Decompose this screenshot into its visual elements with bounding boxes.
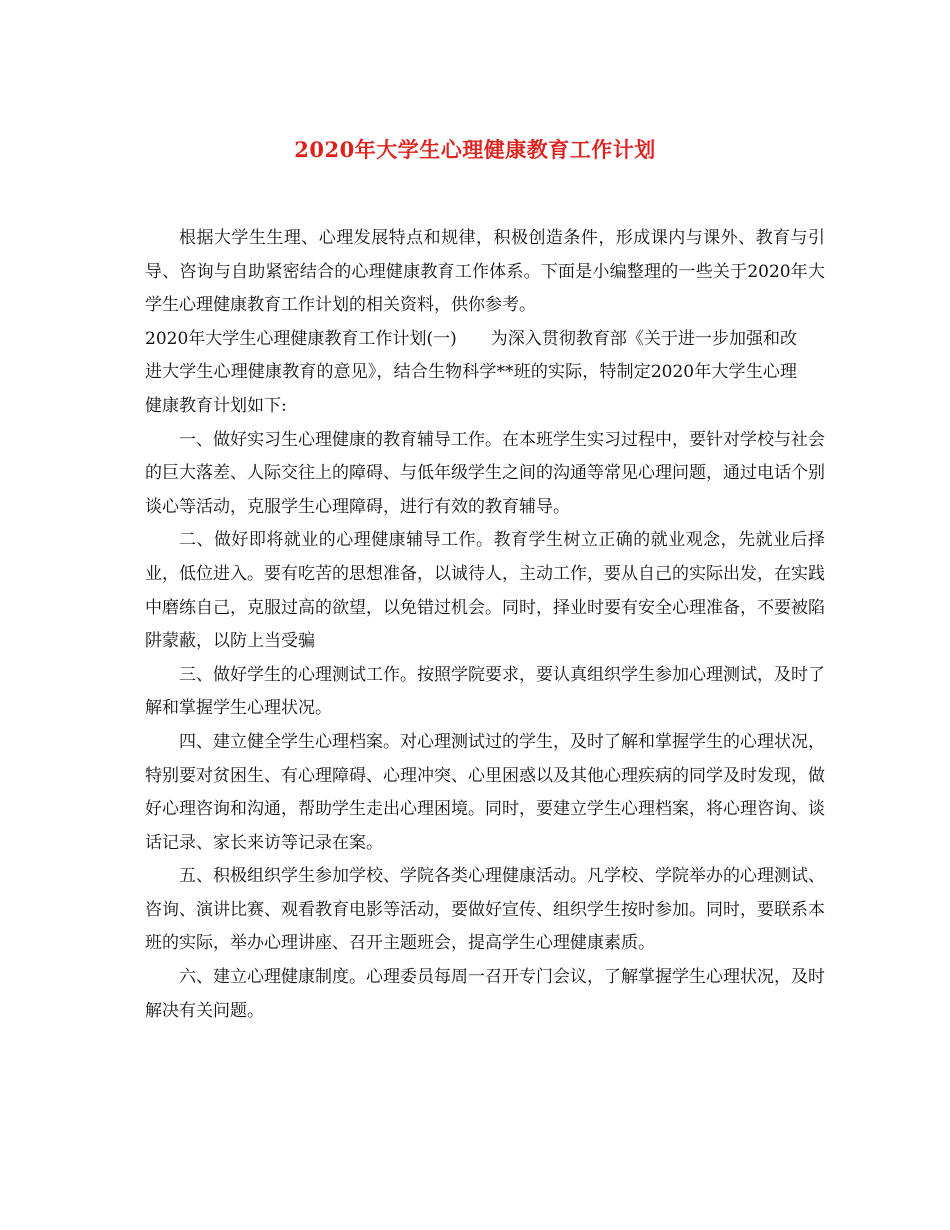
document-title: 2020年大学生心理健康教育工作计划 bbox=[294, 137, 656, 162]
paragraph-intro: 根据大学生生理、心理发展特点和规律，积极创造条件，形成课内与课外、教育与引导、咨询与自助紧密结合的心理健康教育工作体系。下面是小编整理的一些关于2020年大学生心理健康教育工作计划的相关资料，供你参考。 bbox=[145, 228, 825, 316]
paragraph-item-5: 五、积极组织学生参加学校、学院各类心理健康活动。凡学校、学院举办的心理测试、咨询、演讲比赛、观看教育电影等活动，要做好宣传、组织学生按时参加。同时，要联系本班的实际，举办心理讲座、召开主题班会，提高学生心理健康素质。 bbox=[145, 866, 825, 954]
paragraph-item-2: 二、做好即将就业的心理健康辅导工作。教育学生树立正确的就业观念，先就业后择业，低位进入。要有吃苦的思想准备，以诚待人，主动工作，要从自己的实际出发，在实践中磨练自己，克服过高的欲望，以免错过机会。同时，择业时要有安全心理准备，不要被陷阱蒙蔽，以防上当受骗 bbox=[145, 530, 825, 652]
paragraph-item-3: 三、做好学生的心理测试工作。按照学院要求，要认真组织学生参加心理测试，及时了解和掌握学生心理状况。 bbox=[145, 664, 825, 719]
paragraph-item-1: 一、做好实习生心理健康的教育辅导工作。在本班学生实习过程中，要针对学校与社会的巨大落差、人际交往上的障碍、与低年级学生之间的沟通等常见心理问题，通过电话个别谈心等活动，克服学生心理障碍，进行有效的教育辅导。 bbox=[145, 429, 825, 517]
paragraph-item-4: 四、建立健全学生心理档案。对心理测试过的学生，及时了解和掌握学生的心理状况，特别要对贫困生、有心理障碍、心理冲突、心里困惑以及其他心理疾病的同学及时发现，做好心理咨询和沟通，帮助学生走出心理困境。同时，要建立学生心理档案，将心理咨询、谈话记录、家长来访等记录在案。 bbox=[145, 731, 825, 853]
document-body bbox=[145, 222, 825, 1028]
paragraph-item-6: 六、建立心理健康制度。心理委员每周一召开专门会议，了解掌握学生心理状况，及时解决有关问题。 bbox=[145, 967, 825, 1021]
paragraph-plan-heading: 2020年大学生心理健康教育工作计划(一) 为深入贯彻教育部《关于进一步加强和改进大学生心理健康教育的意见》，结合生物科学**班的实际，特制定2020年大学生心理健康教育计划如下: bbox=[145, 328, 797, 416]
